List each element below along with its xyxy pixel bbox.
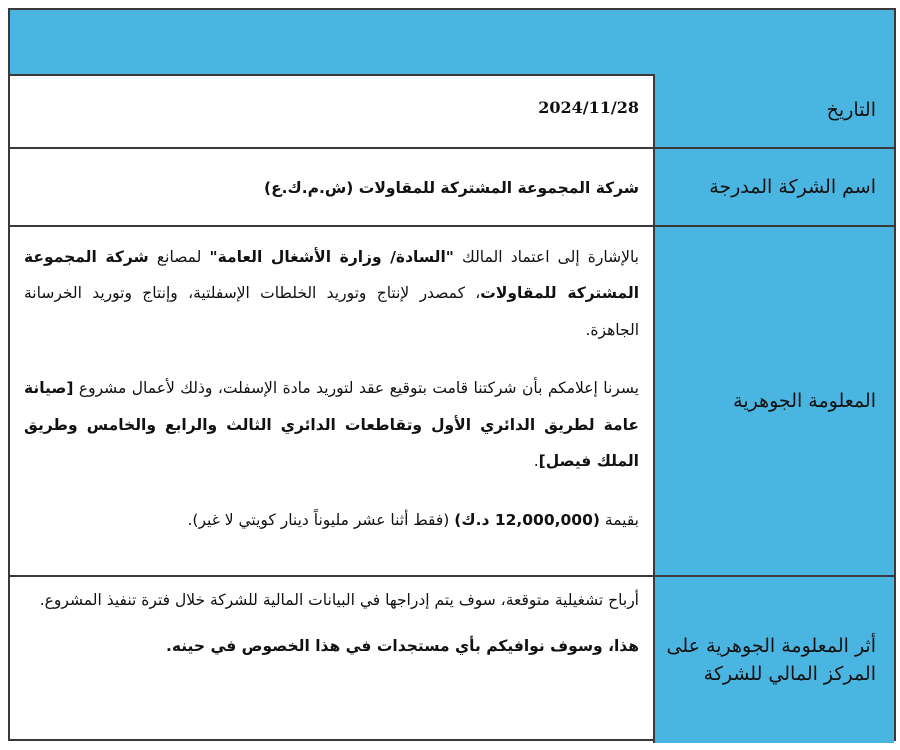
impact-row [10, 577, 894, 743]
info-p1-owner: "السادة/ وزارة الأشغال العامة" [209, 248, 454, 266]
info-p1-text-a: بالإشارة إلى اعتماد المالك [453, 248, 639, 266]
info-p1-text-c: لمصانع [148, 248, 210, 266]
info-p1-text-e: ، كمصدر لإنتاج وتوريد الخلطات الإسفلتية، وإنتاج وتوريد الخرسانة الجاهزة. [24, 284, 639, 339]
info-p3-text-a: بقيمة [599, 510, 639, 529]
impact-paragraph-2 [24, 629, 639, 665]
paragraph-spacer [24, 480, 639, 502]
impact-p2-text: هذا، وسوف نوافيكم بأي مستجدات في هذا الخصوص في حينه. [165, 636, 639, 655]
info-paragraph-2 [24, 370, 639, 479]
info-paragraph-3 [24, 502, 639, 538]
material-info-row [10, 227, 894, 577]
date-value: 2024/11/28 [538, 98, 639, 117]
paragraph-spacer [24, 348, 639, 370]
header-band [10, 10, 894, 76]
info-p2-text-a: يسرنا إعلامكم بأن شركتنا قامت بتوقيع عقد لتوريد مادة الإسفلت، وذلك لأعمال مشروع [73, 379, 639, 398]
info-paragraph-1 [24, 239, 639, 348]
company-row [10, 149, 894, 227]
disclosure-form [8, 8, 896, 741]
impact-label: أثر المعلومة الجوهرية على المركز المالي للشركة [653, 577, 894, 743]
info-p3-amount: (12,000,000 د.ك) [454, 510, 600, 529]
company-label: اسم الشركة المدرجة [653, 149, 894, 225]
material-info-label: المعلومة الجوهرية [653, 227, 894, 575]
date-label: التاريخ [653, 74, 894, 147]
material-info-value [10, 227, 653, 575]
info-p3-text-c: (فقط أثنا عشر مليوناً دينار كويتي لا غير). [187, 510, 455, 529]
impact-paragraph-1: أرباح تشغيلية متوقعة، سوف يتم إدراجها في البيانات المالية للشركة خلال فترة تنفيذ المشروع. [39, 591, 639, 609]
paragraph-spacer [24, 619, 639, 629]
info-p2-text-c: . [533, 452, 539, 471]
impact-value [10, 577, 653, 743]
info-p2-project: [صيانة عامة لطريق الدائري الأول وتقاطعات الدائري الثالث والرابع والخامس وطريق الملك فيصل] [24, 379, 639, 471]
info-p1-company: شركة المجموعة المشتركة للمقاولات [24, 248, 640, 303]
date-row [10, 74, 894, 149]
company-value: شركة المجموعة المشتركة للمقاولات (ش.م.ك.ع) [264, 179, 639, 197]
